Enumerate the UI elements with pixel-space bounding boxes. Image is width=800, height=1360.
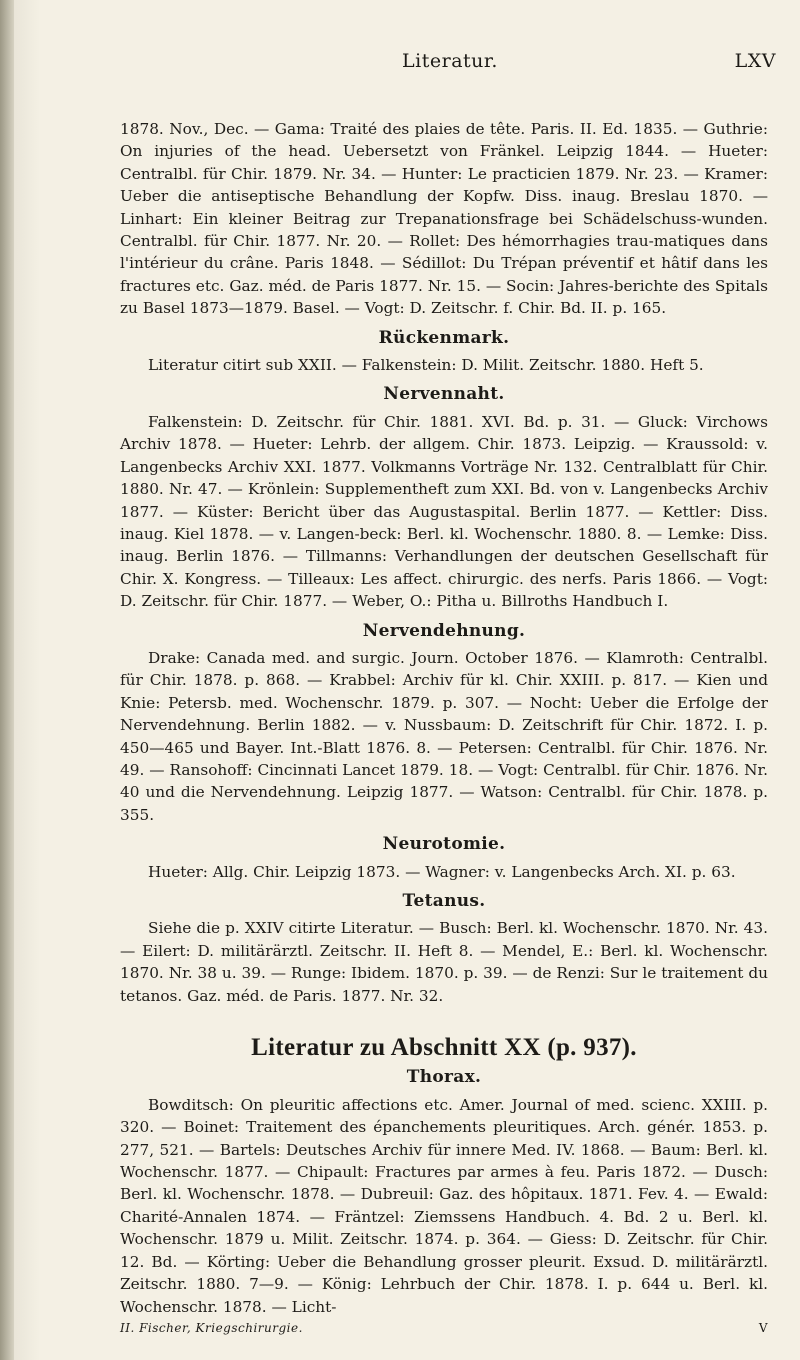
section-text-thorax: Bowditsch: On pleuritic affections etc. Amer. Journal of med. scienc. XXIII. p. 320. — Boinet: Traitement des épanchements pleuritiques. Arch. génér. 1853. p. 277, 521. — Bartels: Deutsches Archiv für innere Med. IV. 1868. — Baum: Berl. kl. Wochenschr. 1877. — Chipault: Fractures par armes à feu. Paris 1872. — Dusch: Berl. kl. Wochenschr. 1878. — Dubreuil: Gaz. des hôpitaux. 1871. Fev. 4. — Ewald: Charité-Annalen 1874. — Fräntzel: Ziemssens Handbuch. 4. Bd. 2 u. Berl. kl. Wochenschr. 1879 u. Milit. Zeitschr. 1874. p. 364. — Giess: D. Zeitschr. für Chir. 12. Bd. — Körting: Ueber die Behandlung grosser pleurit. Exsud. D. militärärztl. Zeitschr. 1880. 7—9. — König: Lehrbuch der Chir. 1878. I. p. 644 u. Berl. kl. Wochenschr. 1878. — Licht-: [120, 1095, 768, 1316]
section-text-tetanus: Siehe die p. XXIV citirte Literatur. — Busch: Berl. kl. Wochenschr. 1870. Nr. 43. — Eilert: D. militärärztl. Zeitschr. II. Heft 8. — Mendel, E.: Berl. kl. Wochenschr. 1870. Nr. 38 u. 39. — Runge: Ibidem. 1870. p. 39. — de Renzi: Sur le traitement du tetanos. Gaz. méd. de Paris. 1877. Nr. 32.: [120, 919, 768, 1005]
major-heading: Literatur zu Abschnitt XX (p. 937).: [251, 1034, 637, 1062]
page-footer: [120, 1321, 768, 1335]
section-text-nervendehnung: Drake: Canada med. and surgic. Journ. October 1876. — Klamroth: Centralbl. für Chir. 1878. p. 868. — Krabbel: Archiv für kl. Chir. XXIII. p. 817. — Kien und Knie: Petersb. med. Wochenschr. 1879. p. 307. — Nocht: Ueber die Erfolge der Nervendehnung. Berlin 1882. — v. Nussbaum: D. Zeitschrift für Chir. 1872. I. p. 450—465 und Bayer. Int.-Blatt 1876. 8. — Petersen: Centralbl. für Chir. 1876. Nr. 49. — Ransohoff: Cincinnati Lancet 1879. 18. — Vogt: Centralbl. für Chir. 1876. Nr. 40 und die Nervendehnung. Leipzig 1877. — Watson: Centralbl. für Chir. 1878. p. 355.: [120, 648, 768, 824]
running-head: [120, 50, 780, 80]
section-title-neurotomie: Neurotomie.: [382, 834, 506, 855]
section-title-nervendehnung: Nervendehnung.: [362, 620, 526, 641]
page-content: [120, 118, 768, 1318]
intro-references: 1878. Nov., Dec. — Gama: Traité des plaies de tête. Paris. II. Ed. 1835. — Guthrie: On injuries of the head. Uebersetzt von Fränkel. Leipzig 1844. — Hueter: Centralbl. für Chir. 1879. Nr. 34. — Hunter: Le practicien 1879. Nr. 23. — Kramer: Ueber die antiseptische Behandlung der Kopfw. Diss. inaug. Breslau 1870. — Linhart: Ein kleiner Beitrag zur Trepanationsfrage bei Schädelschuss-wunden. Centralbl. für Chir. 1877. Nr. 20. — Rollet: Des hémorrhagies trau-matiques dans l'intérieur du crâne. Paris 1848. — Sédillot: Du Trépan préventif et hâtif dans les fractures etc. Gaz. méd. de Paris 1877. Nr. 15. — Socin: Jahres-berichte des Spitals zu Basel 1873—1879. Basel. — Vogt: D. Zeitschr. f. Chir. Bd. II. p. 165.: [120, 120, 768, 318]
page-number: LXV: [734, 50, 776, 72]
section-title-nervennaht: Nervennaht.: [383, 384, 505, 405]
section-title-tetanus: Tetanus.: [402, 891, 486, 911]
section-title-thorax: Thorax.: [406, 1067, 482, 1088]
book-spine-shadow: [0, 0, 14, 1360]
section-title-rueckenmark: Rückenmark.: [378, 327, 510, 348]
footer-text: II. Fischer, Kriegschirurgie.: [120, 1321, 303, 1335]
section-text-rueckenmark: Literatur citirt sub XXII. — Falkenstein: D. Milit. Zeitschr. 1880. Heft 5.: [148, 356, 704, 375]
section-text-nervennaht: Falkenstein: D. Zeitschr. für Chir. 1881. XVI. Bd. p. 31. — Gluck: Virchows Archiv 1878. — Hueter: Lehrb. der allgem. Chir. 1873. Leipzig. — Kraussold: v. Langenbecks Archiv XXI. 1877. Volkmanns Vorträge Nr. 132. Centralblatt für Chir. 1880. Nr. 47. — Krönlein: Supplementheft zum XXI. Bd. von v. Langenbecks Archiv 1877. — Küster: Bericht über das Augustaspital. Berlin 1877. — Kettler: Diss. inaug. Kiel 1878. — v. Langen-beck: Berl. kl. Wochenschr. 1880. 8. — Lemke: Diss. inaug. Berlin 1876. — Tillmanns: Verhandlungen der deutschen Gesellschaft für Chir. X. Kongress. — Tilleaux: Les affect. chirurgic. des nerfs. Paris 1866. — Vogt: D. Zeitschr. für Chir. 1877. — Weber, O.: Pitha u. Billroths Handbuch I.: [120, 412, 768, 611]
section-text-neurotomie: Hueter: Allg. Chir. Leipzig 1873. — Wagner: v. Langenbecks Arch. XI. p. 63.: [148, 862, 736, 881]
signature-mark: V: [758, 1321, 768, 1335]
running-head-title: Literatur.: [402, 50, 498, 72]
